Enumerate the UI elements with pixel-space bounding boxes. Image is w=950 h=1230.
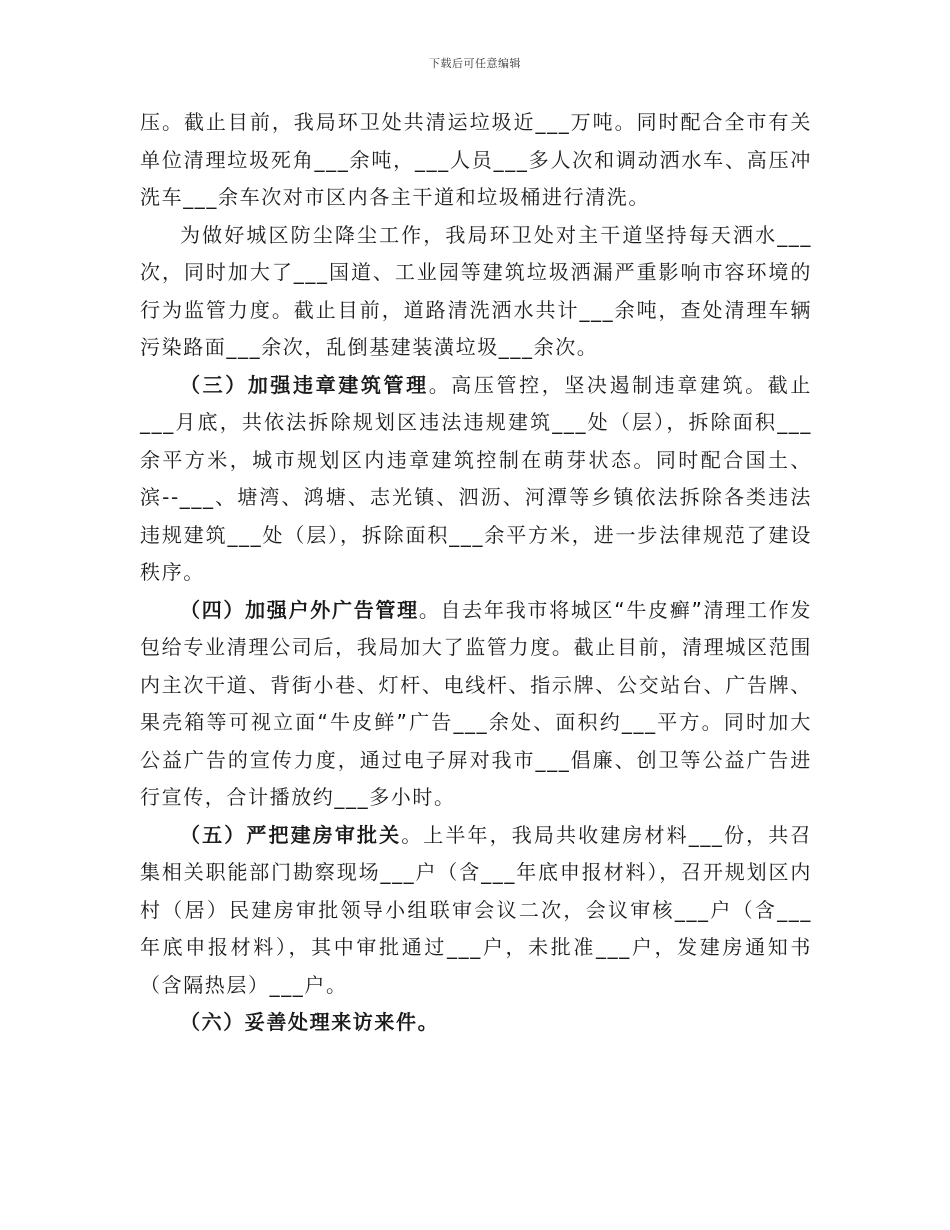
document-body [140, 104, 812, 1042]
paragraph-text: 。高压管控，坚决遏制违章建筑。截止___月底，共依法拆除规划区违法违规建筑___处（层），拆除面积___余平方米，城市规划区内违章建筑控制在萌芽状态。同时配合国土、滨--___、塘湾、鸿塘、志光镇、泗沥、河潭等乡镇依法拆除各类违法违规建筑___处（层），拆除面积___余平方米，进一步法律规范了建设秩序。 [140, 372, 812, 584]
paragraph-text: 为做好城区防尘降尘工作，我局环卫处对主干道坚持每天洒水___次，同时加大了___国道、工业园等建筑垃圾洒漏严重影响市容环境的行为监管力度。截止目前，道路清洗洒水共计___余吨，查处清理车辆污染路面___余次，乱倒基建装潢垃圾___余次。 [140, 222, 812, 359]
section-heading-3: （三）加强违章建筑管理 [180, 372, 429, 397]
page-header: 下载后可任意编辑 [429, 57, 521, 70]
section-heading-6: （六）妥善处理来访来件。 [180, 1010, 440, 1034]
paragraph-text: 。自去年我市将城区“牛皮癣”清理工作发包给专业清理公司后，我局加大了监管力度。截止目前，清理城区范围内主次干道、背街小巷、灯杆、电线杆、指示牌、公交站台、广告牌、果壳箱等可视立面“牛皮鲜”广告___余处、面积约___平方。同时加大公益广告的宣传力度，通过电子屏对我市___倡廉、创卫等公益广告进行宣传，合计播放约___多小时。 [140, 597, 812, 809]
paragraph-text: 。上半年，我局共收建房材料___份，共召集相关职能部门勘察现场___户（含___年底申报材料），召开规划区内村（居）民建房审批领导小组联审会议二次，会议审核___户（含___年底申报材料），其中审批通过___户，未批准___户，发建房通知书（含隔热层）___户。 [140, 822, 813, 997]
paragraph-1 [140, 104, 812, 217]
paragraph-3 [140, 367, 812, 592]
paragraph-2 [140, 217, 812, 367]
section-heading-4: （四）加强户外广告管理 [180, 597, 419, 622]
paragraph-6 [140, 1004, 812, 1042]
section-heading-5: （五）严把建房审批关 [180, 822, 402, 847]
paragraph-text: 压。截止目前，我局环卫处共清运垃圾近___万吨。同时配合全市有关单位清理垃圾死角___余吨，___人员___多人次和调动洒水车、高压冲洗车___余车次对市区内各主干道和垃圾桶进行清洗。 [140, 110, 812, 209]
paragraph-5 [140, 817, 812, 1005]
paragraph-4 [140, 592, 812, 817]
